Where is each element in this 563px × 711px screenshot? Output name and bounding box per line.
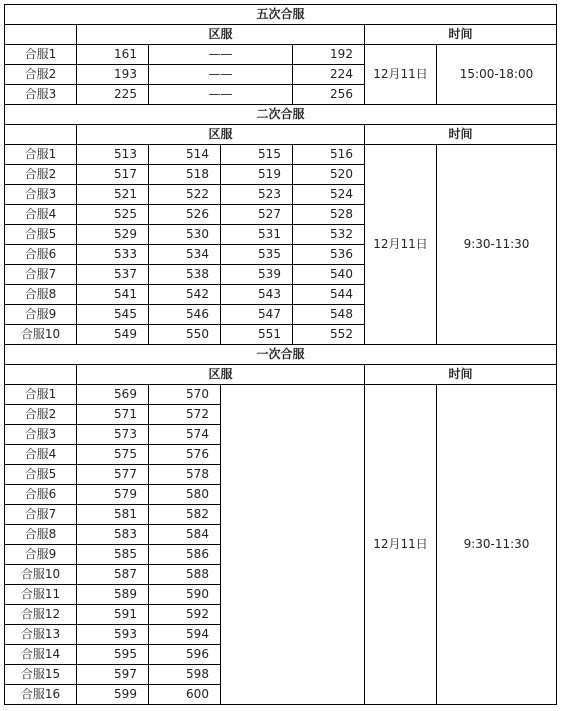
- merge-date: 12月11日: [365, 145, 437, 345]
- server-id: 515: [221, 145, 293, 165]
- server-id: 536: [293, 245, 365, 265]
- server-id: 530: [149, 225, 221, 245]
- server-id: 575: [77, 445, 149, 465]
- header-blank-cell: [5, 365, 77, 385]
- server-id: 538: [149, 265, 221, 285]
- server-id: 598: [149, 665, 221, 685]
- server-id: 572: [149, 405, 221, 425]
- server-id: 576: [149, 445, 221, 465]
- table-row: [5, 145, 557, 165]
- server-id: 587: [77, 565, 149, 585]
- merge-label: 合服3: [5, 85, 77, 105]
- server-id: 599: [77, 685, 149, 705]
- server-id: 527: [221, 205, 293, 225]
- server-id: 549: [77, 325, 149, 345]
- merge-label: 合服14: [5, 645, 77, 665]
- server-id: 578: [149, 465, 221, 485]
- table-row: [5, 45, 557, 65]
- server-id: 569: [77, 385, 149, 405]
- merge-label: 合服13: [5, 625, 77, 645]
- merge-label: 合服7: [5, 505, 77, 525]
- server-id: 534: [149, 245, 221, 265]
- server-end: 256: [293, 85, 365, 105]
- range-dash: ——: [149, 45, 293, 65]
- server-id: 577: [77, 465, 149, 485]
- server-id: 517: [77, 165, 149, 185]
- server-id: 520: [293, 165, 365, 185]
- merge-time: 15:00-18:00: [437, 45, 557, 105]
- server-id: 588: [149, 565, 221, 585]
- merge-label: 合服11: [5, 585, 77, 605]
- merge-label: 合服3: [5, 185, 77, 205]
- merge-label: 合服2: [5, 165, 77, 185]
- server-id: 551: [221, 325, 293, 345]
- server-id: 593: [77, 625, 149, 645]
- merge-label: 合服9: [5, 545, 77, 565]
- time-header: 时间: [365, 125, 557, 145]
- server-id: 518: [149, 165, 221, 185]
- range-dash: ——: [149, 65, 293, 85]
- merge-time: 9:30-11:30: [437, 385, 557, 705]
- server-id: 594: [149, 625, 221, 645]
- header-blank-cell: [5, 125, 77, 145]
- server-id: 526: [149, 205, 221, 225]
- server-id: 513: [77, 145, 149, 165]
- server-id: 596: [149, 645, 221, 665]
- merge-label: 合服10: [5, 565, 77, 585]
- server-id: 541: [77, 285, 149, 305]
- server-id: 573: [77, 425, 149, 445]
- section-title: 一次合服: [5, 345, 557, 365]
- server-id: 548: [293, 305, 365, 325]
- merge-label: 合服7: [5, 265, 77, 285]
- server-id: 579: [77, 485, 149, 505]
- server-id: 542: [149, 285, 221, 305]
- server-id: 574: [149, 425, 221, 445]
- merge-label: 合服16: [5, 685, 77, 705]
- merge-label: 合服5: [5, 465, 77, 485]
- merge-time: 9:30-11:30: [437, 145, 557, 345]
- server-id: 584: [149, 525, 221, 545]
- server-end: 224: [293, 65, 365, 85]
- server-id: 585: [77, 545, 149, 565]
- server-id: 591: [77, 605, 149, 625]
- server-id: 583: [77, 525, 149, 545]
- header-blank-cell: [5, 25, 77, 45]
- server-id: 521: [77, 185, 149, 205]
- zone-header: 区服: [77, 365, 365, 385]
- server-id: 550: [149, 325, 221, 345]
- server-id: 543: [221, 285, 293, 305]
- merge-label: 合服5: [5, 225, 77, 245]
- server-id: 547: [221, 305, 293, 325]
- server-id: 545: [77, 305, 149, 325]
- server-id: 524: [293, 185, 365, 205]
- section-header-row: [5, 125, 557, 145]
- server-id: 590: [149, 585, 221, 605]
- server-id: 595: [77, 645, 149, 665]
- range-dash: ——: [149, 85, 293, 105]
- merge-label: 合服9: [5, 305, 77, 325]
- server-id: 525: [77, 205, 149, 225]
- server-id: 532: [293, 225, 365, 245]
- server-id: 529: [77, 225, 149, 245]
- server-id: 544: [293, 285, 365, 305]
- section-title: 五次合服: [5, 5, 557, 25]
- server-id: 519: [221, 165, 293, 185]
- zone-header: 区服: [77, 125, 365, 145]
- merge-label: 合服6: [5, 245, 77, 265]
- time-header: 时间: [365, 25, 557, 45]
- server-id: 531: [221, 225, 293, 245]
- merge-label: 合服10: [5, 325, 77, 345]
- merge-label: 合服2: [5, 65, 77, 85]
- merge-label: 合服8: [5, 285, 77, 305]
- merge-label: 合服1: [5, 145, 77, 165]
- server-id: 523: [221, 185, 293, 205]
- server-id: 537: [77, 265, 149, 285]
- section-header-row: [5, 25, 557, 45]
- merge-schedule-table: [4, 4, 557, 705]
- section-header-row: [5, 365, 557, 385]
- server-id: 539: [221, 265, 293, 285]
- merge-date: 12月11日: [365, 45, 437, 105]
- table-row: [5, 385, 557, 405]
- section-title-row: [5, 5, 557, 25]
- server-id: 581: [77, 505, 149, 525]
- server-id: 533: [77, 245, 149, 265]
- server-id: 528: [293, 205, 365, 225]
- server-id: 571: [77, 405, 149, 425]
- server-id: 589: [77, 585, 149, 605]
- server-id: 580: [149, 485, 221, 505]
- merge-date: 12月11日: [365, 385, 437, 705]
- server-start: 225: [77, 85, 149, 105]
- server-start: 193: [77, 65, 149, 85]
- merge-label: 合服12: [5, 605, 77, 625]
- merge-label: 合服15: [5, 665, 77, 685]
- server-id: 582: [149, 505, 221, 525]
- server-id: 597: [77, 665, 149, 685]
- merge-label: 合服2: [5, 405, 77, 425]
- zone-header: 区服: [77, 25, 365, 45]
- merge-label: 合服8: [5, 525, 77, 545]
- server-id: 592: [149, 605, 221, 625]
- server-id: 546: [149, 305, 221, 325]
- server-id: 522: [149, 185, 221, 205]
- server-id: 514: [149, 145, 221, 165]
- server-id: 535: [221, 245, 293, 265]
- time-header: 时间: [365, 365, 557, 385]
- merge-label: 合服1: [5, 45, 77, 65]
- section-title-row: [5, 105, 557, 125]
- merge-schedule-sheet: [4, 4, 556, 705]
- server-id: 586: [149, 545, 221, 565]
- merge-label: 合服4: [5, 205, 77, 225]
- server-id: 516: [293, 145, 365, 165]
- section-title: 二次合服: [5, 105, 557, 125]
- merge-label: 合服4: [5, 445, 77, 465]
- section-title-row: [5, 345, 557, 365]
- server-id: 552: [293, 325, 365, 345]
- merge-label: 合服6: [5, 485, 77, 505]
- server-id: 600: [149, 685, 221, 705]
- empty-zone-area: [221, 385, 365, 705]
- server-id: 570: [149, 385, 221, 405]
- merge-label: 合服3: [5, 425, 77, 445]
- merge-label: 合服1: [5, 385, 77, 405]
- server-id: 540: [293, 265, 365, 285]
- server-start: 161: [77, 45, 149, 65]
- server-end: 192: [293, 45, 365, 65]
